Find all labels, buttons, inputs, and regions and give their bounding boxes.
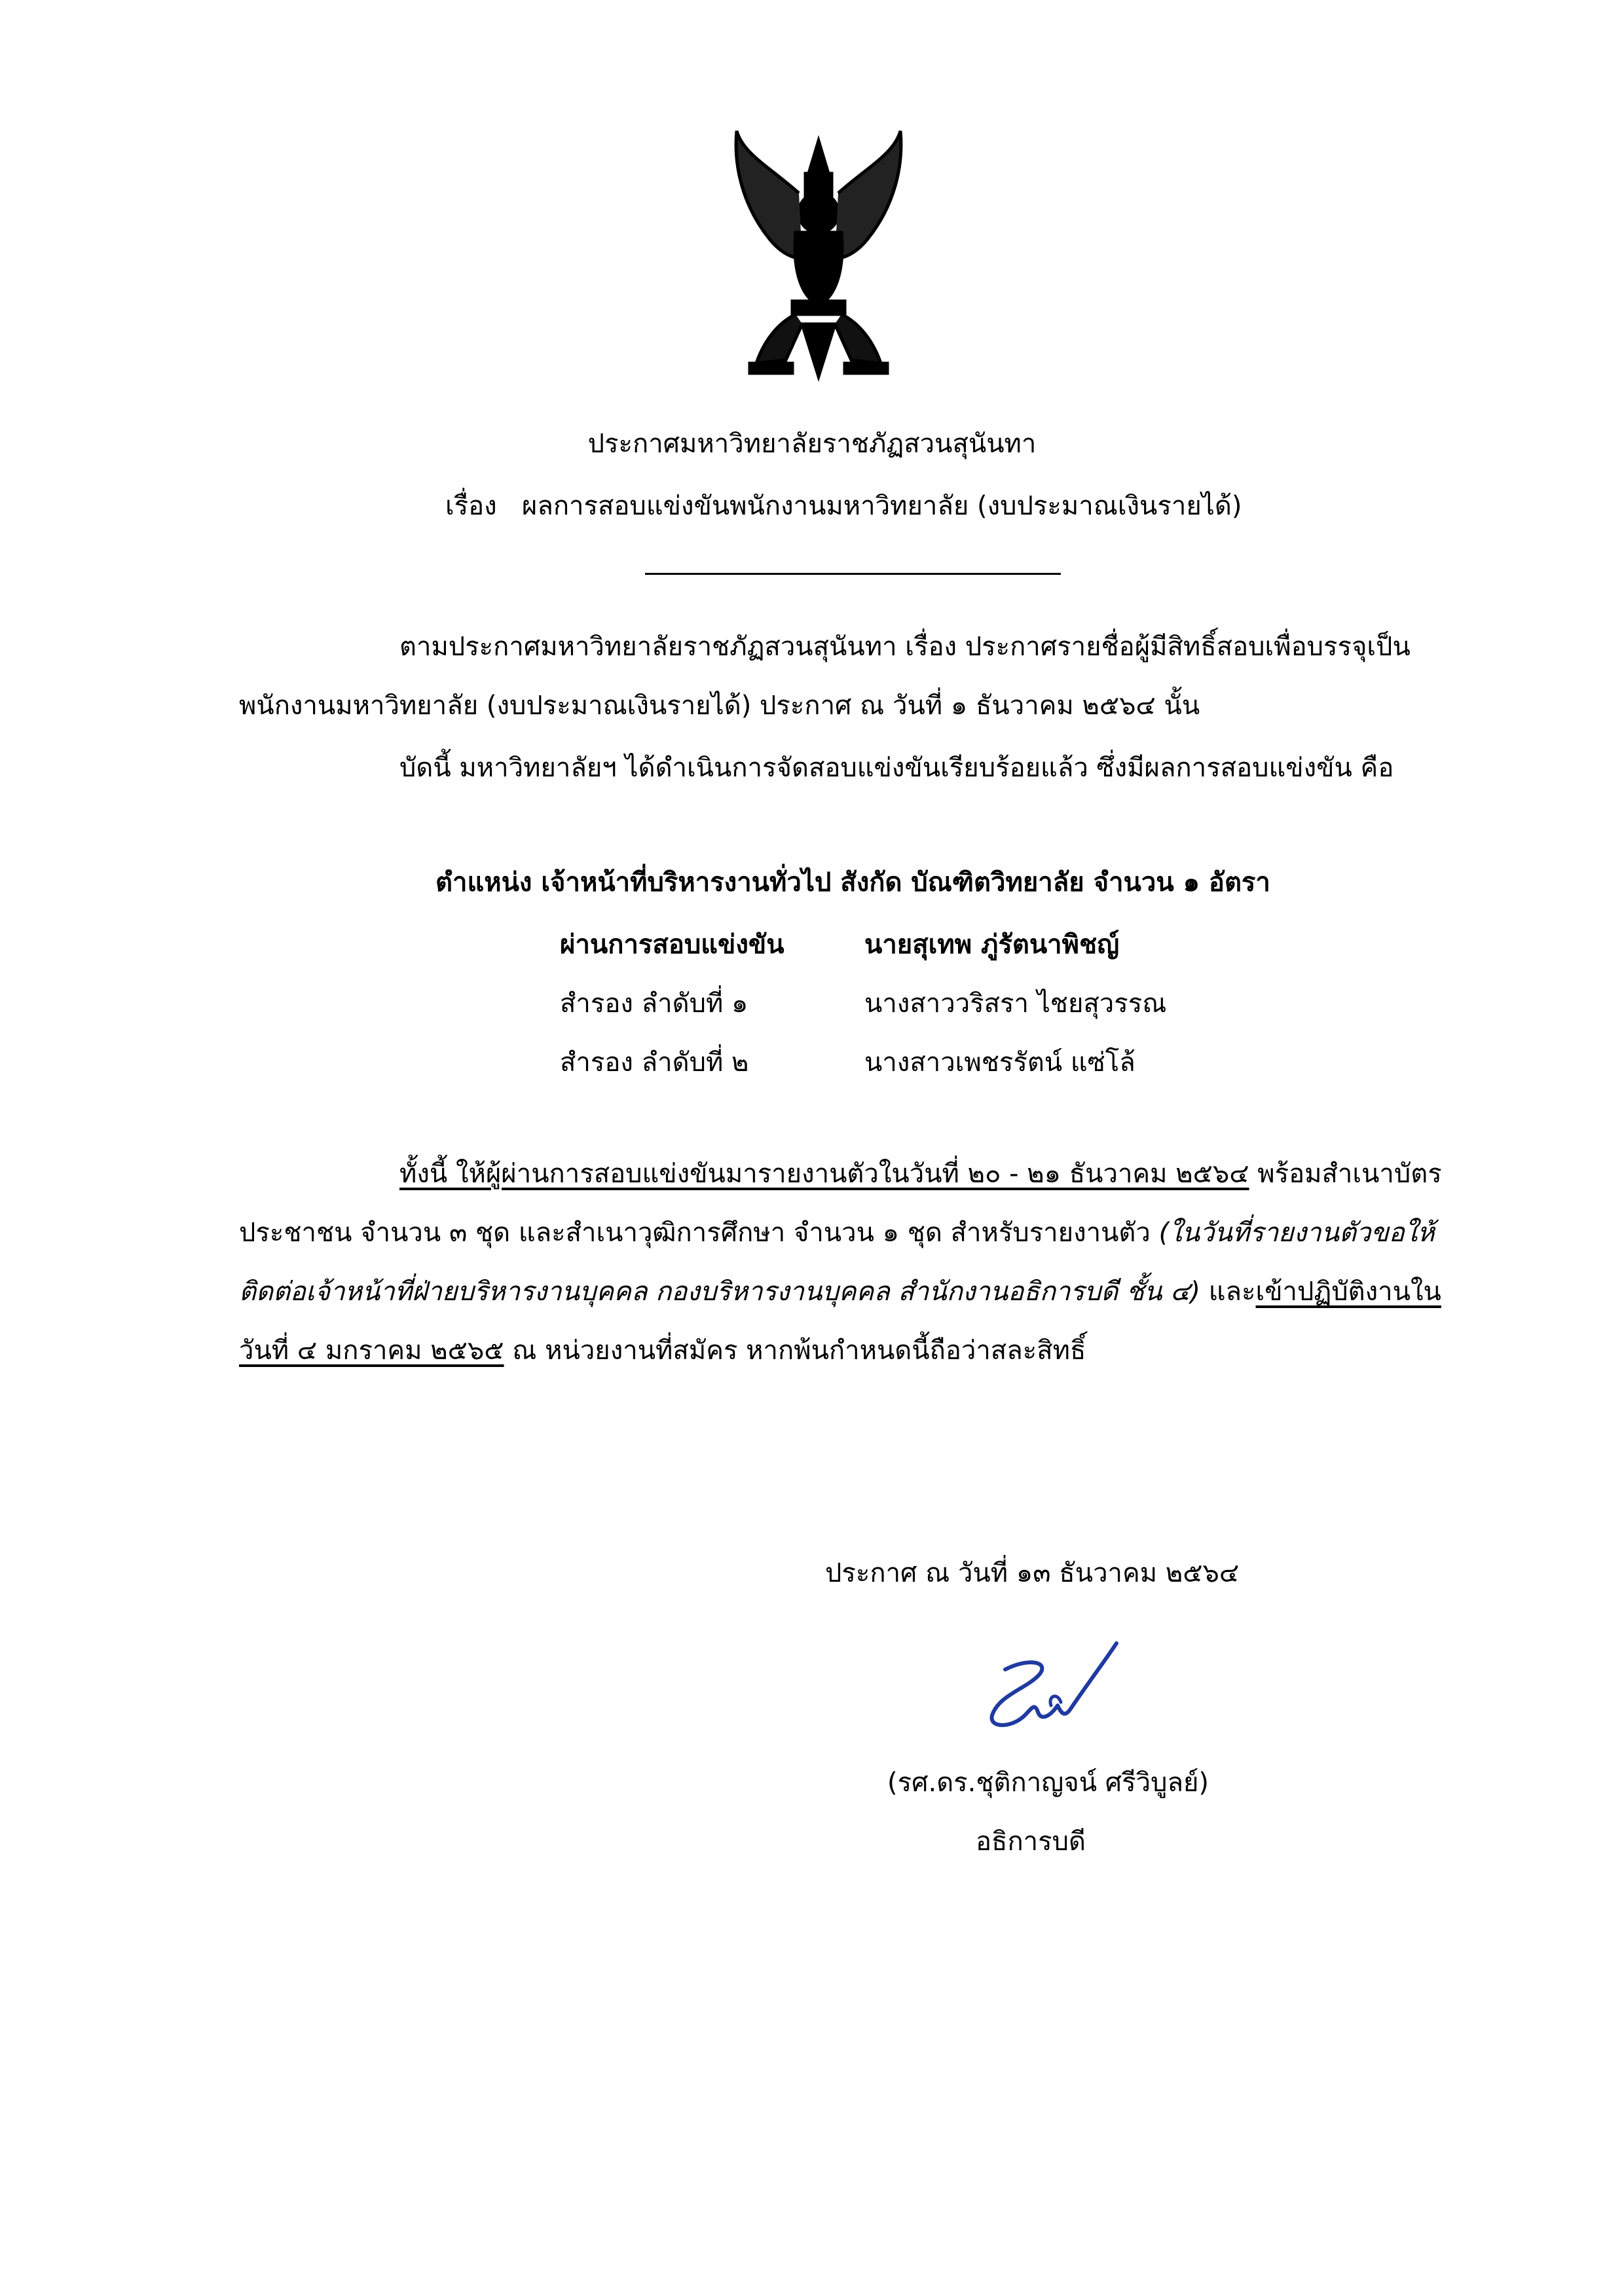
instructions-line-2-italic: (ในวันที่รายงานตัวขอให้ <box>1158 1218 1435 1248</box>
instructions-line-1 <box>399 1152 1442 1194</box>
signature-icon <box>953 1630 1149 1761</box>
paragraph-2: บัดนี้ มหาวิทยาลัยฯ ได้ดำเนินการจัดสอบแข่งขันเรียบร้อยแล้ว ซึ่งมีผลการสอบแข่งขัน คือ <box>399 753 1394 783</box>
garuda-emblem-icon <box>730 128 907 386</box>
issuer-title: ประกาศมหาวิทยาลัยราชภัฏสวนสุนันทา <box>587 429 1037 459</box>
result-label-1: ผ่านการสอบแข่งขัน <box>560 930 784 960</box>
start-date-text: วันที่ ๔ มกราคม ๒๕๖๕ <box>239 1336 504 1366</box>
instructions-line-2-text: ประชาชน จำนวน ๓ ชุด และสำเนาวุฒิการศึกษา จำนวน ๑ ชุด สำหรับรายงานตัว <box>239 1218 1159 1248</box>
position-title: ตำแหน่ง เจ้าหน้าที่บริหารงานทั่วไป สังกัด บัณฑิตวิทยาลัย จำนวน ๑ อัตรา <box>435 867 1270 898</box>
result-name-2: นางสาววริสรา ไชยสุวรรณ <box>864 989 1167 1019</box>
report-date-text: ทั้งนี้ ให้ผู้ผ่านการสอบแข่งขันมารายงานตัวในวันที่ ๒๐ - ๒๑ ธันวาคม ๒๕๖๔ <box>399 1159 1249 1189</box>
paragraph-1-line-2: พนักงานมหาวิทยาลัย (งบประมาณเงินรายได้) ประกาศ ณ วันที่ ๑ ธันวาคม ๒๕๖๔ นั้น <box>239 691 1200 721</box>
announcement-date: ประกาศ ณ วันที่ ๑๓ ธันวาคม ๒๕๖๔ <box>825 1558 1240 1588</box>
paragraph-1-line-1: ตามประกาศมหาวิทยาลัยราชภัฏสวนสุนันทา เรื่อง ประกาศรายชื่อผู้มีสิทธิ์สอบเพื่อบรรจุเป็น <box>399 632 1411 662</box>
signer-title: อธิการบดี <box>976 1827 1086 1857</box>
result-label-3: สำรอง ลำดับที่ ๒ <box>560 1048 749 1078</box>
header-divider <box>645 573 1061 575</box>
result-name-1: นายสุเทพ ภู่รัตนาพิชญ์ <box>864 930 1120 960</box>
instructions-line-3 <box>239 1270 1441 1312</box>
instructions-line-3-text: และ <box>1200 1277 1256 1307</box>
instructions-line-4 <box>239 1329 1086 1371</box>
result-name-3: นางสาวเพชรรัตน์ แซ่โล้ <box>864 1048 1135 1078</box>
instructions-line-3-italic: ติดต่อเจ้าหน้าที่ฝ่ายบริหารงานบุคคล กองบริหารงานบุคคล สำนักงานอธิการบดี ชั้น ๔) <box>239 1277 1201 1307</box>
result-label-2: สำรอง ลำดับที่ ๑ <box>560 989 748 1019</box>
subject-text: ผลการสอบแข่งขันพนักงานมหาวิทยาลัย (งบประมาณเงินรายได้) <box>521 491 1242 521</box>
instructions-line-2 <box>239 1211 1435 1253</box>
instructions-line-4-rest: ณ หน่วยงานที่สมัคร หากพ้นกำหนดนี้ถือว่าสละสิทธิ์ <box>504 1336 1086 1366</box>
subject-line <box>445 484 1242 526</box>
instructions-line-1-rest: พร้อมสำเนาบัตร <box>1249 1159 1442 1189</box>
start-work-text: เข้าปฏิบัติงานใน <box>1255 1277 1441 1307</box>
signer-name: (รศ.ดร.ชุติกาญจน์ ศรีวิบูลย์) <box>887 1768 1209 1798</box>
subject-label: เรื่อง <box>445 491 497 521</box>
